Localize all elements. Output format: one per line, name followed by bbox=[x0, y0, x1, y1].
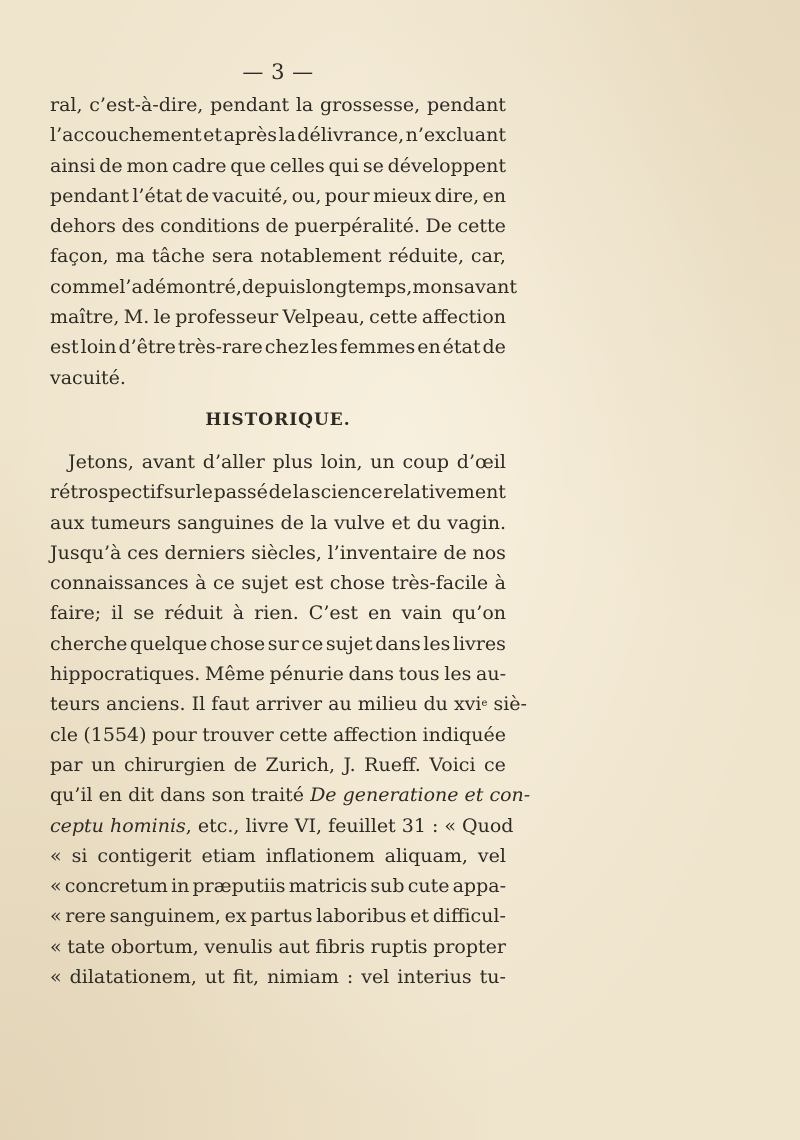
text-line: dehors des conditions de puerpéralité. De cette bbox=[50, 215, 506, 238]
text-line: « dilatationem, ut fit, nimiam : vel interius tu- bbox=[50, 966, 506, 989]
text-line: aux tumeurs sanguines de la vulve et du vagin. bbox=[50, 511, 506, 534]
text-line: connaissances à ce sujet est chose très-facile à bbox=[50, 572, 506, 595]
document-page bbox=[50, 58, 531, 992]
superscript: e bbox=[481, 698, 488, 710]
text-line: ral, c’est-à-dire, pendant la grossesse, pendant bbox=[50, 94, 506, 116]
italic-title: ceptu hominis bbox=[50, 814, 186, 837]
text-line: Jetons, avant d’aller plus loin, un coup d’œil bbox=[68, 450, 506, 473]
text-line: ainsi de mon cadre que celles qui se développent bbox=[50, 154, 506, 177]
text-line: rétrospectif sur le passé de la science relativement bbox=[50, 481, 506, 504]
text-segment: siè- bbox=[487, 693, 527, 716]
text-line: faire; il se réduit à rien. C’est en vain qu’on bbox=[50, 602, 506, 625]
text-line: comme l’a démontré, depuis longtemps, mon savant bbox=[50, 275, 518, 298]
text-segment: qu’il en dit dans son traité bbox=[50, 784, 305, 807]
italic-title: De generatione et con- bbox=[310, 784, 531, 807]
paragraph-historique bbox=[50, 447, 531, 992]
text-line: l’accouchement et après la délivrance, n’excluant bbox=[50, 124, 506, 147]
text-line-with-superscript bbox=[50, 689, 527, 719]
text-line: hippocratiques. Même pénurie dans tous les au- bbox=[50, 663, 506, 686]
text-segment: teurs anciens. Il faut arriver au milieu du xvi bbox=[50, 693, 482, 716]
text-line: cle (1554) pour trouver cette affection indiquée bbox=[50, 723, 506, 746]
text-line: est loin d’être très-rare chez les femmes en état de bbox=[50, 336, 506, 359]
text-line: par un chirurgien de Zurich, J. Rueff. Voici ce bbox=[50, 753, 506, 776]
text-segment: , etc., livre VI, feuillet 31 : « Quod bbox=[185, 814, 514, 837]
section-heading: HISTORIQUE. bbox=[205, 409, 351, 430]
text-line: maître, M. le professeur Velpeau, cette affection bbox=[50, 306, 506, 329]
paragraph-intro bbox=[50, 90, 518, 393]
text-line: « rere sanguinem, ex partus laboribus et difficul- bbox=[50, 905, 506, 928]
text-line: vacuité. bbox=[50, 366, 126, 389]
text-line-with-italic bbox=[50, 780, 531, 810]
text-line: façon, ma tâche sera notablement réduite, car, bbox=[50, 245, 506, 268]
text-line: « si contigerit etiam inflationem aliquam, vel bbox=[50, 844, 506, 867]
page-number: — 3 — bbox=[242, 60, 314, 84]
text-line: « concretum in præputiis matricis sub cute appa- bbox=[50, 875, 506, 898]
text-line: pendant l’état de vacuité, ou, pour mieux dire, en bbox=[50, 184, 506, 207]
text-line: « tate obortum, venulis aut fibris ruptis propter bbox=[50, 935, 506, 958]
text-line: cherche quelque chose sur ce sujet dans les livres bbox=[50, 632, 506, 655]
text-line-with-italic bbox=[50, 811, 514, 841]
text-line: Jusqu’à ces derniers siècles, l’inventaire de nos bbox=[50, 541, 506, 564]
